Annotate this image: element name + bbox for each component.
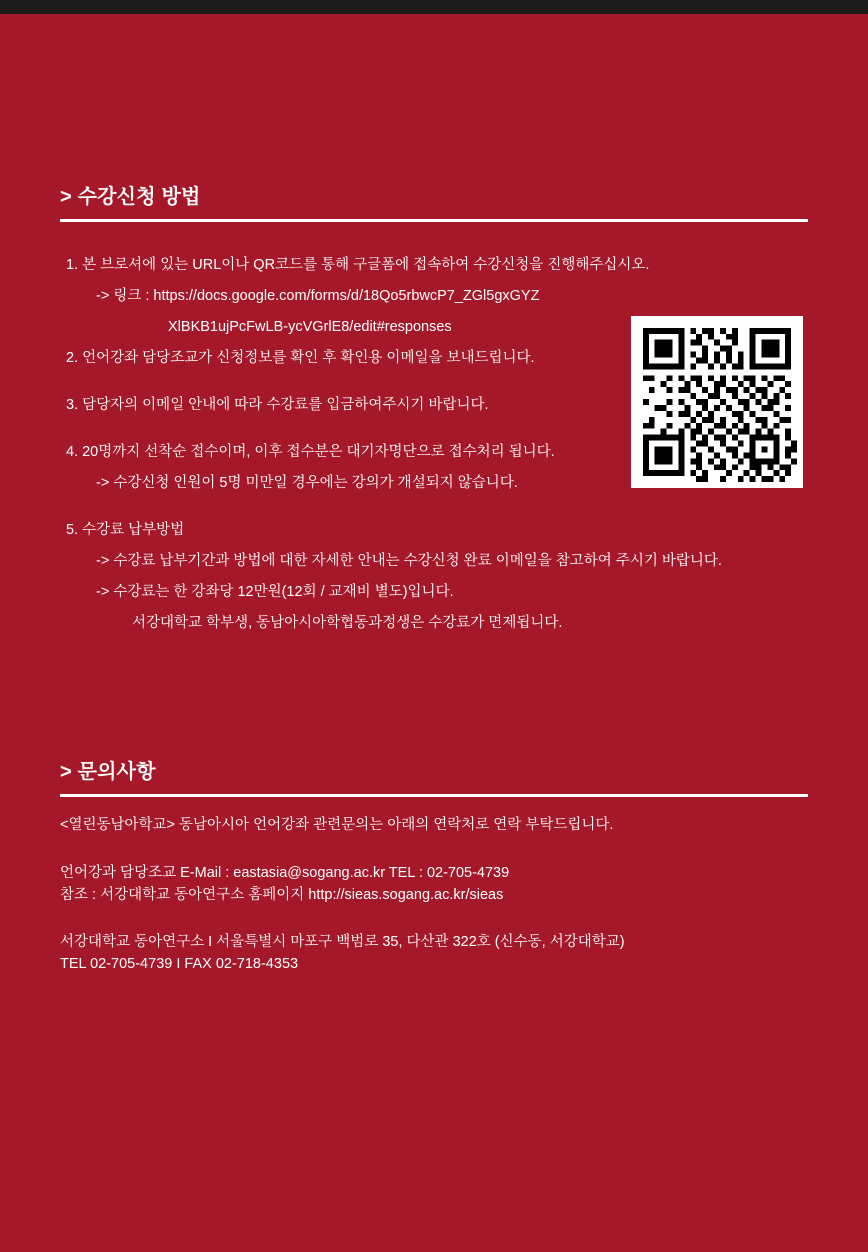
spacer (60, 906, 808, 932)
spacer (60, 276, 808, 286)
list-item: 1. 본 브로셔에 있는 URL이나 QR코드를 통해 구글폼에 접속하여 수강신청을 진행해주십시오. (66, 257, 650, 273)
spacer (60, 494, 808, 520)
qr-code-icon[interactable] (631, 316, 803, 488)
address-line: 서강대학교 동아연구소 I 서울특별시 마포구 백범로 35, 다산관 322호 (신수동, 서강대학교) (60, 934, 625, 951)
list-item: -> 수강신청 인원이 5명 미만일 경우에는 강의가 개설되지 않습니다. (96, 475, 518, 492)
inquiry-intro: <열린동남아학교> 동남아시아 언어강좌 관련문의는 아래의 연락처로 연락 부탁드립니다. (60, 817, 614, 833)
inquiry-body (60, 815, 808, 976)
phone-fax-line: TEL 02-705-4739 I FAX 02-718-4353 (60, 956, 299, 972)
inquiry-section-rule (60, 794, 808, 797)
apply-section (60, 180, 808, 222)
list-item[interactable]: -> 링크 : https://docs.google.com/forms/d/18Qo5rbwcP7_ZGl5gxGYZ (96, 288, 540, 305)
list-item: -> 수강료는 한 강좌당 12만원(12회 / 교재비 별도)입니다. (96, 584, 454, 601)
apply-section-title: > 수강신청 방법 (60, 186, 201, 208)
inquiry-section (60, 755, 808, 797)
spacer (60, 572, 808, 582)
apply-section-rule (60, 219, 808, 222)
spacer (60, 541, 808, 551)
list-item: 서강대학교 학부생, 동남아시아학협동과정생은 수강료가 면제됩니다. (132, 615, 563, 632)
spacer (60, 603, 808, 613)
list-item[interactable]: XlBKB1ujPcFwLB-ycVGrlE8/edit#responses (168, 319, 452, 336)
list-item: 3. 담당자의 이메일 안내에 따라 수강료를 입금하여주시기 바랍니다. (66, 397, 489, 414)
top-black-bar (0, 0, 868, 14)
contact-email-line[interactable]: 언어강과 담당조교 E-Mail : eastasia@sogang.ac.kr TEL : 02-705-4739 (60, 864, 510, 881)
list-item: 4. 20명까지 선착순 접수이며, 이후 접수분은 대기자명단으로 접수처리 됩니다. (66, 444, 555, 461)
contact-homepage-line[interactable]: 참조 : 서강대학교 동아연구소 홈페이지 http://sieas.sogang.ac.kr/sieas (60, 886, 504, 903)
list-item: 2. 언어강좌 담당조교가 신청정보를 확인 후 확인용 이메일을 보내드립니다. (66, 350, 535, 367)
list-item: -> 수강료 납부기간과 방법에 대한 자세한 안내는 수강신청 완료 이메일을 참고하여 주시기 바랍니다. (96, 553, 722, 570)
list-item: 5. 수강료 납부방법 (66, 522, 185, 539)
inquiry-section-title: > 문의사항 (60, 761, 156, 783)
spacer (60, 837, 808, 863)
